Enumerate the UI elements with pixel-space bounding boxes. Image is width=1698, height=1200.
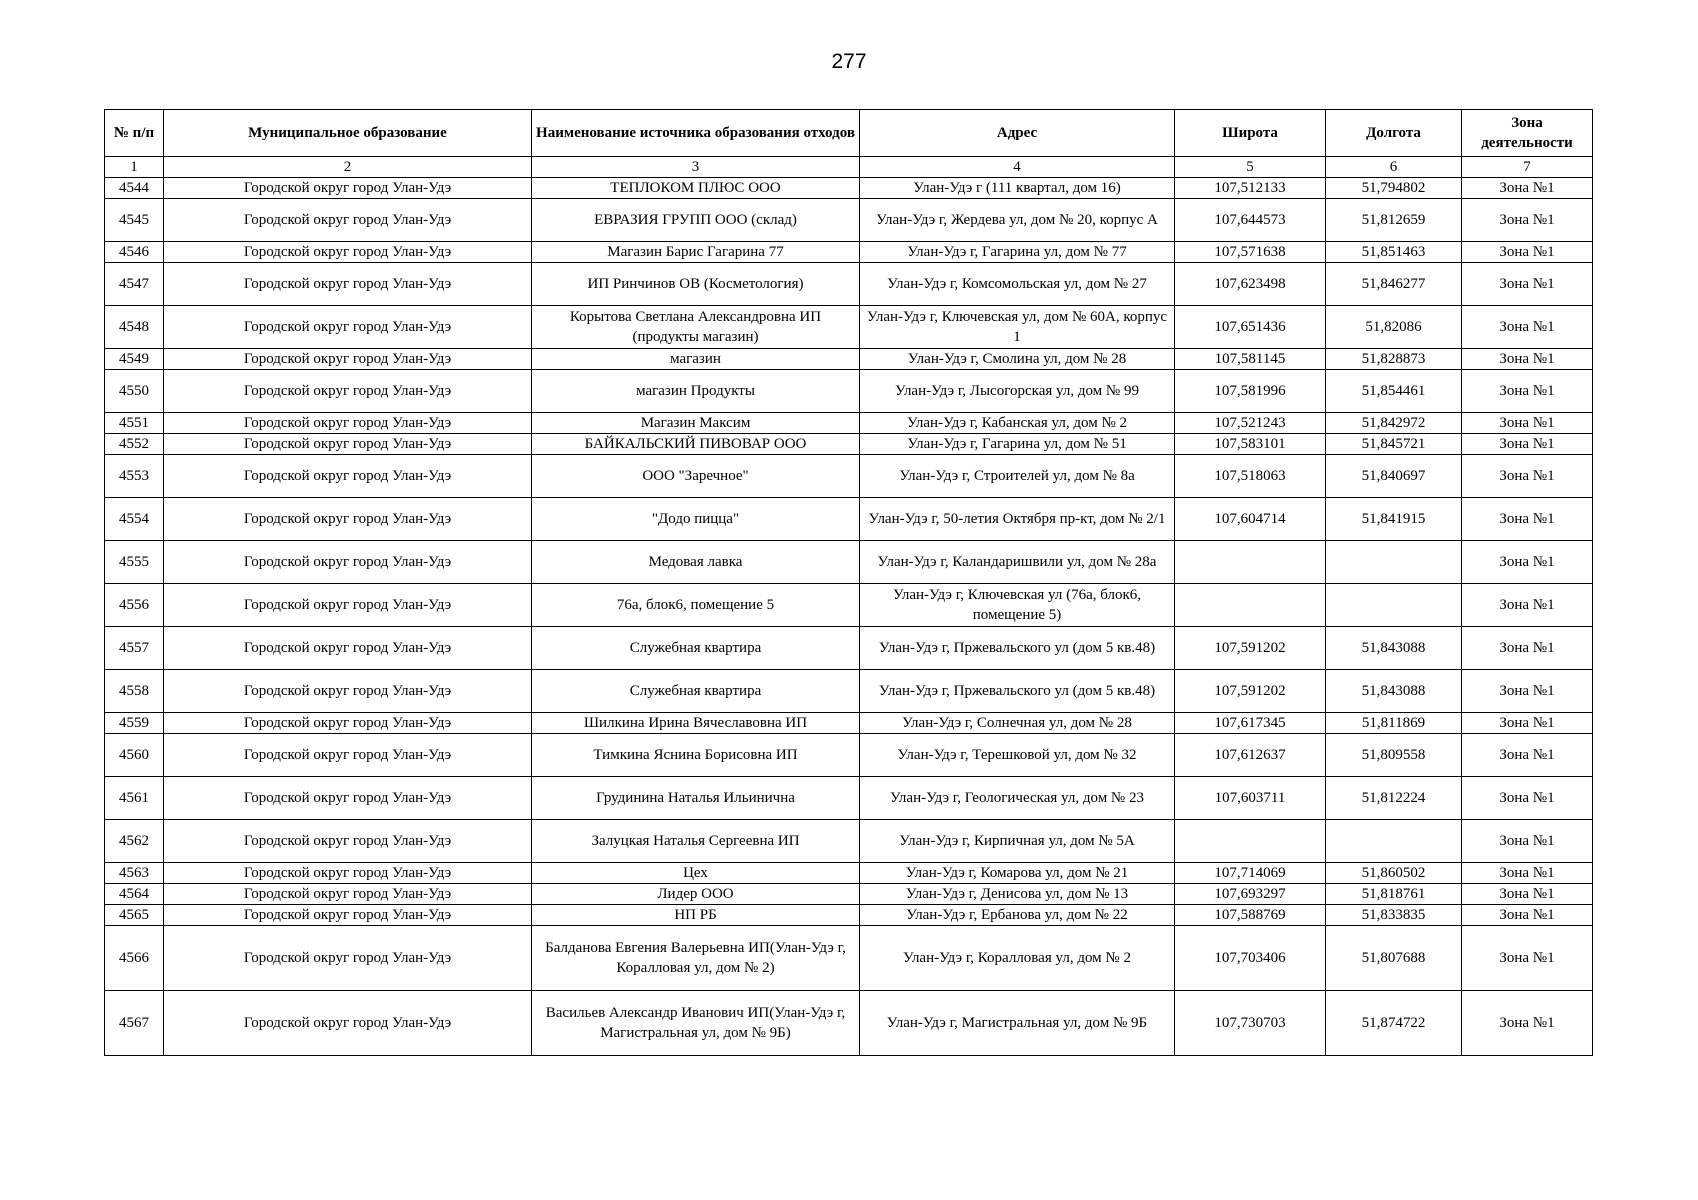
cell-latitude bbox=[1175, 541, 1326, 584]
header-zone: Зона деятельности bbox=[1462, 110, 1593, 157]
cell-zone: Зона №1 bbox=[1462, 199, 1593, 242]
table-row bbox=[105, 349, 1593, 370]
cell-address: Улан-Удэ г, Комсомольская ул, дом № 27 bbox=[860, 263, 1175, 306]
cell-zone: Зона №1 bbox=[1462, 541, 1593, 584]
cell-index: 4566 bbox=[105, 926, 164, 991]
table-row bbox=[105, 627, 1593, 670]
cell-index: 4558 bbox=[105, 670, 164, 713]
cell-latitude: 107,581996 bbox=[1175, 370, 1326, 413]
column-number: 4 bbox=[860, 157, 1175, 178]
cell-longitude: 51,809558 bbox=[1326, 734, 1462, 777]
cell-source-name: 76а, блок6, помещение 5 bbox=[532, 584, 860, 627]
cell-index: 4544 bbox=[105, 178, 164, 199]
cell-source-name: магазин Продукты bbox=[532, 370, 860, 413]
cell-latitude: 107,617345 bbox=[1175, 713, 1326, 734]
cell-municipality: Городской округ город Улан-Удэ bbox=[164, 370, 532, 413]
cell-index: 4548 bbox=[105, 306, 164, 349]
cell-address: Улан-Удэ г (111 квартал, дом 16) bbox=[860, 178, 1175, 199]
cell-municipality: Городской округ город Улан-Удэ bbox=[164, 713, 532, 734]
table-row bbox=[105, 455, 1593, 498]
cell-zone: Зона №1 bbox=[1462, 498, 1593, 541]
cell-latitude: 107,603711 bbox=[1175, 777, 1326, 820]
cell-municipality: Городской округ город Улан-Удэ bbox=[164, 306, 532, 349]
table-row bbox=[105, 734, 1593, 777]
cell-source-name: Цех bbox=[532, 863, 860, 884]
table-row bbox=[105, 199, 1593, 242]
cell-municipality: Городской округ город Улан-Удэ bbox=[164, 434, 532, 455]
cell-municipality: Городской округ город Улан-Удэ bbox=[164, 991, 532, 1056]
cell-zone: Зона №1 bbox=[1462, 884, 1593, 905]
cell-source-name: Корытова Светлана Александровна ИП (продукты магазин) bbox=[532, 306, 860, 349]
cell-longitude: 51,843088 bbox=[1326, 627, 1462, 670]
cell-address: Улан-Удэ г, Гагарина ул, дом № 51 bbox=[860, 434, 1175, 455]
cell-zone: Зона №1 bbox=[1462, 584, 1593, 627]
cell-latitude: 107,714069 bbox=[1175, 863, 1326, 884]
cell-municipality: Городской округ город Улан-Удэ bbox=[164, 926, 532, 991]
cell-municipality: Городской округ город Улан-Удэ bbox=[164, 263, 532, 306]
cell-address: Улан-Удэ г, Ключевская ул (76а, блок6, помещение 5) bbox=[860, 584, 1175, 627]
cell-zone: Зона №1 bbox=[1462, 434, 1593, 455]
cell-municipality: Городской округ город Улан-Удэ bbox=[164, 349, 532, 370]
cell-address: Улан-Удэ г, Жердева ул, дом № 20, корпус А bbox=[860, 199, 1175, 242]
cell-index: 4567 bbox=[105, 991, 164, 1056]
column-number: 2 bbox=[164, 157, 532, 178]
cell-zone: Зона №1 bbox=[1462, 991, 1593, 1056]
cell-longitude: 51,818761 bbox=[1326, 884, 1462, 905]
table-row bbox=[105, 242, 1593, 263]
cell-zone: Зона №1 bbox=[1462, 306, 1593, 349]
table-row bbox=[105, 713, 1593, 734]
table-row bbox=[105, 541, 1593, 584]
cell-index: 4560 bbox=[105, 734, 164, 777]
cell-municipality: Городской округ город Улан-Удэ bbox=[164, 178, 532, 199]
cell-longitude: 51,807688 bbox=[1326, 926, 1462, 991]
cell-source-name: ТЕПЛОКОМ ПЛЮС ООО bbox=[532, 178, 860, 199]
table-row bbox=[105, 991, 1593, 1056]
table-row bbox=[105, 584, 1593, 627]
table-row bbox=[105, 670, 1593, 713]
cell-longitude: 51,811869 bbox=[1326, 713, 1462, 734]
cell-municipality: Городской округ город Улан-Удэ bbox=[164, 413, 532, 434]
cell-address: Улан-Удэ г, Комарова ул, дом № 21 bbox=[860, 863, 1175, 884]
cell-longitude: 51,845721 bbox=[1326, 434, 1462, 455]
cell-source-name: ИП Ринчинов ОВ (Косметология) bbox=[532, 263, 860, 306]
cell-zone: Зона №1 bbox=[1462, 670, 1593, 713]
cell-source-name: Тимкина Яснина Борисовна ИП bbox=[532, 734, 860, 777]
cell-longitude: 51,840697 bbox=[1326, 455, 1462, 498]
cell-municipality: Городской округ город Улан-Удэ bbox=[164, 820, 532, 863]
cell-address: Улан-Удэ г, Кирпичная ул, дом № 5А bbox=[860, 820, 1175, 863]
cell-latitude: 107,512133 bbox=[1175, 178, 1326, 199]
cell-index: 4556 bbox=[105, 584, 164, 627]
cell-latitude: 107,693297 bbox=[1175, 884, 1326, 905]
cell-index: 4551 bbox=[105, 413, 164, 434]
cell-address: Улан-Удэ г, Пржевальского ул (дом 5 кв.48) bbox=[860, 627, 1175, 670]
cell-zone: Зона №1 bbox=[1462, 370, 1593, 413]
cell-index: 4557 bbox=[105, 627, 164, 670]
cell-index: 4545 bbox=[105, 199, 164, 242]
cell-latitude: 107,591202 bbox=[1175, 670, 1326, 713]
cell-index: 4549 bbox=[105, 349, 164, 370]
cell-source-name: Служебная квартира bbox=[532, 627, 860, 670]
cell-index: 4562 bbox=[105, 820, 164, 863]
cell-municipality: Городской округ город Улан-Удэ bbox=[164, 199, 532, 242]
table-row bbox=[105, 777, 1593, 820]
cell-municipality: Городской округ город Улан-Удэ bbox=[164, 627, 532, 670]
cell-address: Улан-Удэ г, Каландаришвили ул, дом № 28а bbox=[860, 541, 1175, 584]
table-row bbox=[105, 413, 1593, 434]
cell-latitude: 107,583101 bbox=[1175, 434, 1326, 455]
cell-municipality: Городской округ город Улан-Удэ bbox=[164, 734, 532, 777]
cell-latitude bbox=[1175, 820, 1326, 863]
cell-address: Улан-Удэ г, Кабанская ул, дом № 2 bbox=[860, 413, 1175, 434]
cell-longitude bbox=[1326, 820, 1462, 863]
table-row bbox=[105, 926, 1593, 991]
cell-latitude: 107,581145 bbox=[1175, 349, 1326, 370]
table-row bbox=[105, 178, 1593, 199]
cell-longitude: 51,854461 bbox=[1326, 370, 1462, 413]
cell-municipality: Городской округ город Улан-Удэ bbox=[164, 670, 532, 713]
cell-address: Улан-Удэ г, Пржевальского ул (дом 5 кв.48) bbox=[860, 670, 1175, 713]
cell-longitude: 51,794802 bbox=[1326, 178, 1462, 199]
cell-longitude: 51,843088 bbox=[1326, 670, 1462, 713]
cell-address: Улан-Удэ г, Ключевская ул, дом № 60А, корпус 1 bbox=[860, 306, 1175, 349]
column-number: 7 bbox=[1462, 157, 1593, 178]
cell-longitude bbox=[1326, 584, 1462, 627]
cell-latitude: 107,623498 bbox=[1175, 263, 1326, 306]
cell-zone: Зона №1 bbox=[1462, 820, 1593, 863]
cell-longitude: 51,812224 bbox=[1326, 777, 1462, 820]
table-row bbox=[105, 434, 1593, 455]
cell-municipality: Городской округ город Улан-Удэ bbox=[164, 584, 532, 627]
cell-address: Улан-Удэ г, Терешковой ул, дом № 32 bbox=[860, 734, 1175, 777]
cell-address: Улан-Удэ г, Ербанова ул, дом № 22 bbox=[860, 905, 1175, 926]
cell-longitude: 51,828873 bbox=[1326, 349, 1462, 370]
cell-longitude: 51,874722 bbox=[1326, 991, 1462, 1056]
cell-longitude: 51,842972 bbox=[1326, 413, 1462, 434]
cell-source-name: Васильев Александр Иванович ИП(Улан-Удэ г, Магистральная ул, дом № 9Б) bbox=[532, 991, 860, 1056]
cell-source-name: Балданова Евгения Валерьевна ИП(Улан-Удэ г, Коралловая ул, дом № 2) bbox=[532, 926, 860, 991]
cell-source-name: "Додо пицца" bbox=[532, 498, 860, 541]
column-numbers-row bbox=[105, 157, 1593, 178]
cell-longitude: 51,812659 bbox=[1326, 199, 1462, 242]
cell-address: Улан-Удэ г, 50-летия Октября пр-кт, дом № 2/1 bbox=[860, 498, 1175, 541]
cell-zone: Зона №1 bbox=[1462, 242, 1593, 263]
cell-index: 4563 bbox=[105, 863, 164, 884]
table-row bbox=[105, 820, 1593, 863]
cell-index: 4550 bbox=[105, 370, 164, 413]
table-row bbox=[105, 263, 1593, 306]
cell-source-name: Шилкина Ирина Вячеславовна ИП bbox=[532, 713, 860, 734]
cell-longitude: 51,846277 bbox=[1326, 263, 1462, 306]
cell-address: Улан-Удэ г, Строителей ул, дом № 8а bbox=[860, 455, 1175, 498]
cell-zone: Зона №1 bbox=[1462, 734, 1593, 777]
cell-municipality: Городской округ город Улан-Удэ bbox=[164, 541, 532, 584]
cell-latitude: 107,588769 bbox=[1175, 905, 1326, 926]
cell-latitude: 107,571638 bbox=[1175, 242, 1326, 263]
cell-zone: Зона №1 bbox=[1462, 777, 1593, 820]
cell-index: 4547 bbox=[105, 263, 164, 306]
cell-longitude: 51,851463 bbox=[1326, 242, 1462, 263]
header-longitude: Долгота bbox=[1326, 110, 1462, 157]
cell-longitude bbox=[1326, 541, 1462, 584]
column-number: 5 bbox=[1175, 157, 1326, 178]
cell-latitude: 107,521243 bbox=[1175, 413, 1326, 434]
cell-latitude: 107,644573 bbox=[1175, 199, 1326, 242]
cell-longitude: 51,860502 bbox=[1326, 863, 1462, 884]
cell-longitude: 51,833835 bbox=[1326, 905, 1462, 926]
cell-longitude: 51,82086 bbox=[1326, 306, 1462, 349]
cell-latitude: 107,604714 bbox=[1175, 498, 1326, 541]
cell-address: Улан-Удэ г, Солнечная ул, дом № 28 bbox=[860, 713, 1175, 734]
cell-latitude: 107,612637 bbox=[1175, 734, 1326, 777]
cell-source-name: Магазин Максим bbox=[532, 413, 860, 434]
cell-source-name: Медовая лавка bbox=[532, 541, 860, 584]
cell-source-name: Магазин Барис Гагарина 77 bbox=[532, 242, 860, 263]
header-municipality: Муниципальное образование bbox=[164, 110, 532, 157]
cell-index: 4564 bbox=[105, 884, 164, 905]
table-row bbox=[105, 905, 1593, 926]
cell-zone: Зона №1 bbox=[1462, 178, 1593, 199]
cell-source-name: ООО "Заречное" bbox=[532, 455, 860, 498]
cell-source-name: Залуцкая Наталья Сергеевна ИП bbox=[532, 820, 860, 863]
cell-latitude: 107,703406 bbox=[1175, 926, 1326, 991]
cell-source-name: Служебная квартира bbox=[532, 670, 860, 713]
cell-municipality: Городской округ город Улан-Удэ bbox=[164, 905, 532, 926]
cell-source-name: магазин bbox=[532, 349, 860, 370]
cell-zone: Зона №1 bbox=[1462, 349, 1593, 370]
cell-latitude: 107,651436 bbox=[1175, 306, 1326, 349]
cell-address: Улан-Удэ г, Гагарина ул, дом № 77 bbox=[860, 242, 1175, 263]
cell-address: Улан-Удэ г, Денисова ул, дом № 13 bbox=[860, 884, 1175, 905]
waste-sources-table bbox=[104, 109, 1593, 1056]
cell-source-name: Грудинина Наталья Ильинична bbox=[532, 777, 860, 820]
cell-municipality: Городской округ город Улан-Удэ bbox=[164, 777, 532, 820]
cell-latitude: 107,730703 bbox=[1175, 991, 1326, 1056]
cell-zone: Зона №1 bbox=[1462, 905, 1593, 926]
table-row bbox=[105, 370, 1593, 413]
cell-municipality: Городской округ город Улан-Удэ bbox=[164, 242, 532, 263]
cell-zone: Зона №1 bbox=[1462, 627, 1593, 670]
cell-municipality: Городской округ город Улан-Удэ bbox=[164, 884, 532, 905]
cell-zone: Зона №1 bbox=[1462, 263, 1593, 306]
table-row bbox=[105, 884, 1593, 905]
header-index: № п/п bbox=[105, 110, 164, 157]
cell-source-name: НП РБ bbox=[532, 905, 860, 926]
cell-latitude: 107,591202 bbox=[1175, 627, 1326, 670]
cell-address: Улан-Удэ г, Смолина ул, дом № 28 bbox=[860, 349, 1175, 370]
cell-address: Улан-Удэ г, Геологическая ул, дом № 23 bbox=[860, 777, 1175, 820]
cell-index: 4559 bbox=[105, 713, 164, 734]
cell-index: 4552 bbox=[105, 434, 164, 455]
cell-zone: Зона №1 bbox=[1462, 863, 1593, 884]
cell-source-name: Лидер ООО bbox=[532, 884, 860, 905]
cell-longitude: 51,841915 bbox=[1326, 498, 1462, 541]
cell-index: 4561 bbox=[105, 777, 164, 820]
cell-index: 4555 bbox=[105, 541, 164, 584]
cell-latitude bbox=[1175, 584, 1326, 627]
cell-zone: Зона №1 bbox=[1462, 926, 1593, 991]
header-address: Адрес bbox=[860, 110, 1175, 157]
cell-address: Улан-Удэ г, Коралловая ул, дом № 2 bbox=[860, 926, 1175, 991]
table-row bbox=[105, 498, 1593, 541]
table-row bbox=[105, 306, 1593, 349]
cell-index: 4565 bbox=[105, 905, 164, 926]
column-number: 1 bbox=[105, 157, 164, 178]
cell-zone: Зона №1 bbox=[1462, 455, 1593, 498]
cell-index: 4546 bbox=[105, 242, 164, 263]
cell-zone: Зона №1 bbox=[1462, 713, 1593, 734]
cell-index: 4554 bbox=[105, 498, 164, 541]
header-latitude: Широта bbox=[1175, 110, 1326, 157]
table-row bbox=[105, 863, 1593, 884]
cell-municipality: Городской округ город Улан-Удэ bbox=[164, 455, 532, 498]
column-number: 3 bbox=[532, 157, 860, 178]
header-row bbox=[105, 110, 1593, 157]
cell-index: 4553 bbox=[105, 455, 164, 498]
header-source-name: Наименование источника образования отходов bbox=[532, 110, 860, 157]
cell-zone: Зона №1 bbox=[1462, 413, 1593, 434]
cell-municipality: Городской округ город Улан-Удэ bbox=[164, 498, 532, 541]
cell-latitude: 107,518063 bbox=[1175, 455, 1326, 498]
cell-source-name: ЕВРАЗИЯ ГРУПП ООО (склад) bbox=[532, 199, 860, 242]
cell-address: Улан-Удэ г, Лысогорская ул, дом № 99 bbox=[860, 370, 1175, 413]
cell-source-name: БАЙКАЛЬСКИЙ ПИВОВАР ООО bbox=[532, 434, 860, 455]
cell-municipality: Городской округ город Улан-Удэ bbox=[164, 863, 532, 884]
page-number: 277 bbox=[831, 50, 867, 73]
column-number: 6 bbox=[1326, 157, 1462, 178]
cell-address: Улан-Удэ г, Магистральная ул, дом № 9Б bbox=[860, 991, 1175, 1056]
